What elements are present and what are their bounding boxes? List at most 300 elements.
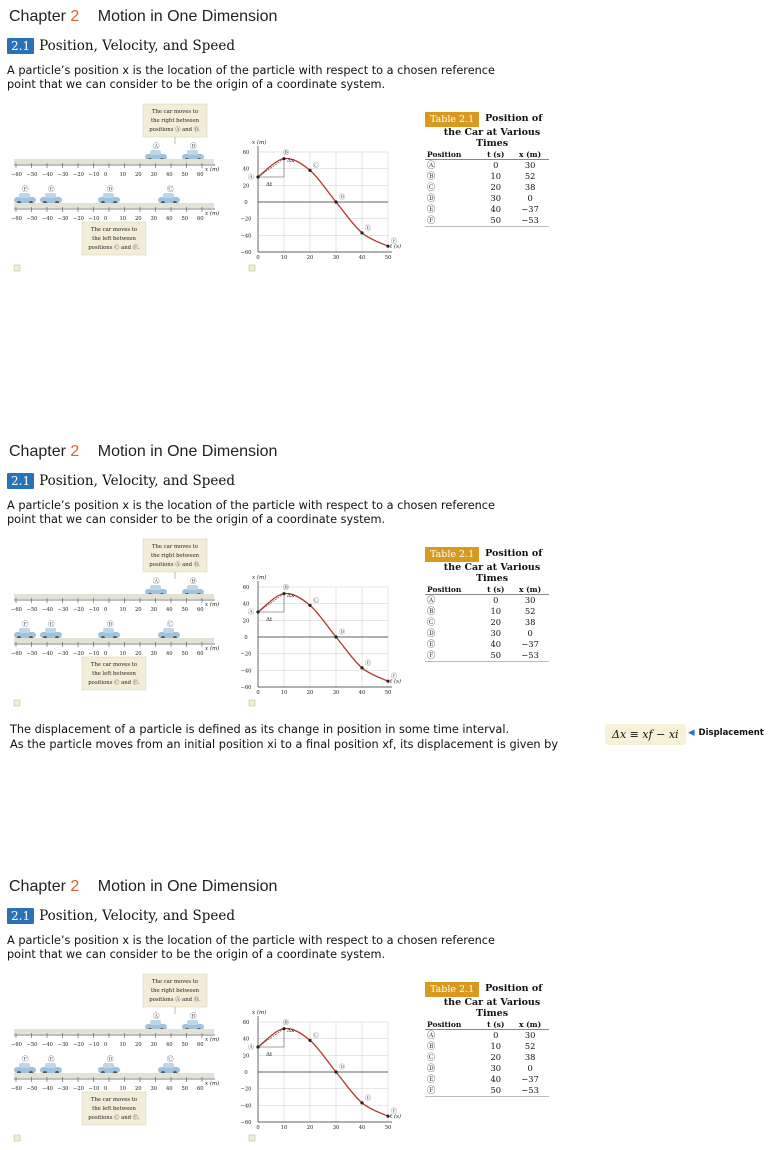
ruler-tick-label: −10	[88, 216, 100, 222]
car-roof	[19, 193, 30, 198]
label-A: Ⓐ	[153, 142, 160, 150]
road-strip	[14, 159, 214, 164]
table-row	[425, 171, 549, 182]
ruler-axis-label: x (m)	[205, 167, 220, 173]
y-tick-label: −20	[240, 651, 252, 658]
ruler-tick-label: 60	[197, 607, 204, 613]
table-cell: Ⓔ	[427, 204, 436, 214]
table-row	[425, 1074, 549, 1085]
table-cell: Ⓓ	[427, 1063, 436, 1073]
data-point	[386, 1115, 389, 1118]
ruler-axis-label: x (m)	[205, 1037, 220, 1043]
label-C: Ⓒ	[167, 620, 174, 628]
table-cell: 0	[493, 1030, 499, 1040]
table-title-b: the Car at Various Times	[443, 997, 541, 1019]
ruler-tick-label: 0	[104, 172, 108, 178]
ruler-tick-label: 0	[104, 1086, 108, 1092]
x-tick-label: 20	[306, 255, 314, 261]
table-header-cell: x (m)	[511, 1020, 549, 1030]
point-label: Ⓓ	[339, 194, 346, 201]
y-tick-label: 60	[242, 150, 250, 156]
ruler-tick-label: −60	[11, 1042, 22, 1048]
label-B: Ⓑ	[190, 142, 197, 150]
ruler-tick-label: 10	[119, 1086, 127, 1092]
intro-line-2: point that we can consider to be the origin of a coordinate system.	[7, 948, 386, 961]
note-line: the left between	[92, 671, 136, 677]
ruler-tick-label: −10	[88, 607, 100, 613]
data-point	[386, 245, 389, 248]
table-row	[425, 595, 549, 607]
ruler-tick-label: −60	[11, 216, 22, 222]
delta-t-label: Δt	[266, 182, 273, 188]
table-badge: Table 2.1	[425, 982, 479, 997]
y-tick-label: −40	[240, 1103, 252, 1110]
ruler-tick-label: −50	[26, 1042, 38, 1048]
delta-x-label: Δx	[287, 1027, 295, 1034]
intro-paragraph	[7, 499, 547, 527]
ruler-tick-label: 30	[150, 172, 158, 178]
ruler-tick-label: 30	[150, 651, 158, 657]
table-cell: 0	[493, 595, 499, 605]
secant-line	[258, 1029, 284, 1047]
road-strip	[14, 1073, 214, 1078]
x-tick-label: 30	[332, 255, 340, 261]
table-header-cell: Position	[425, 1020, 480, 1030]
y-axis-label: x (m)	[252, 575, 267, 581]
intro-line-2: point that we can consider to be the origin of a coordinate system.	[7, 513, 386, 526]
x-axis-label: t (s)	[390, 244, 402, 250]
displacement-equation: Δx ≡ xf − xi	[605, 724, 686, 745]
chapter-number: 2	[70, 443, 80, 460]
label-B: Ⓑ	[190, 1012, 197, 1020]
car-roof	[45, 1063, 56, 1068]
point-label: Ⓒ	[313, 1032, 320, 1040]
chapter-label: Chapter	[9, 878, 66, 895]
y-tick-label: −40	[240, 668, 252, 675]
table-cell: Ⓑ	[427, 171, 436, 181]
x-tick-label: 40	[358, 1125, 366, 1131]
ruler-tick-label: 40	[166, 1042, 173, 1048]
delta-x-label: Δx	[287, 157, 295, 164]
displacement-line-1: The displacement of a particle is defined as its change in position in some time interval.	[10, 723, 510, 736]
ruler-tick-label: −50	[26, 1086, 38, 1092]
point-label: Ⓑ	[283, 1019, 290, 1027]
ruler-tick-label: 50	[181, 607, 189, 613]
x-tick-label: 10	[280, 255, 288, 261]
table-header-row	[425, 150, 549, 160]
table-header-cell: Position	[425, 585, 480, 595]
y-tick-label: −60	[240, 1120, 252, 1126]
point-label: Ⓒ	[313, 597, 320, 605]
table-cell: 38	[524, 1052, 536, 1062]
table-row	[425, 628, 549, 639]
ruler-tick-label: 60	[197, 216, 204, 222]
point-label: Ⓐ	[248, 1044, 255, 1051]
ruler-tick-label: 30	[150, 607, 158, 613]
label-F: Ⓕ	[22, 620, 29, 628]
table-cell: 20	[490, 182, 502, 192]
section-heading	[7, 908, 235, 924]
ruler-tick-label: 0	[104, 216, 108, 222]
displacement-text	[10, 722, 610, 752]
note-line: positions Ⓐ and Ⓑ.	[149, 997, 201, 1003]
figure-marker	[14, 1135, 20, 1141]
table-header-cell: t (s)	[480, 585, 511, 595]
table-badge: Table 2.1	[425, 547, 479, 562]
ruler-axis-label: x (m)	[205, 602, 220, 608]
chapter-number: 2	[70, 8, 80, 25]
table-body	[425, 1030, 549, 1097]
y-tick-label: 0	[244, 200, 248, 206]
label-C: Ⓒ	[167, 1055, 174, 1063]
label-E: Ⓔ	[48, 185, 55, 193]
table-cell: −53	[511, 215, 549, 227]
ruler-tick-label: 60	[197, 1086, 204, 1092]
point-label: Ⓒ	[313, 162, 320, 170]
chapter-title: Motion in One Dimension	[97, 443, 278, 460]
slide-1	[0, 0, 768, 330]
ruler-axis-label: x (m)	[205, 646, 220, 652]
table-title-b: the Car at Various Times	[443, 562, 541, 584]
chapter-title: Motion in One Dimension	[97, 878, 278, 895]
note-line: The car moves to	[90, 1097, 138, 1103]
table-cell: Ⓒ	[427, 617, 436, 627]
table-cell: Ⓐ	[427, 1030, 436, 1040]
table-cell: −53	[511, 650, 549, 662]
car-roof	[103, 1063, 114, 1068]
table-cell: 40	[490, 204, 502, 214]
note-line: positions Ⓒ and Ⓕ.	[88, 680, 140, 686]
intro-line-1: A particle’s position x is the location of the particle with respect to a chosen reference	[7, 934, 495, 947]
ruler-tick-label: 40	[166, 172, 173, 178]
table-title-a: Position of	[485, 548, 543, 559]
y-tick-label: −60	[240, 685, 252, 691]
x-axis-label: t (s)	[390, 1114, 402, 1120]
ruler-tick-label: 10	[119, 172, 127, 178]
table-title-a: Position of	[485, 113, 543, 124]
point-label: Ⓔ	[365, 224, 372, 232]
ruler-tick-label: 60	[197, 651, 204, 657]
y-tick-label: 40	[242, 1036, 250, 1043]
ruler-tick-label: −30	[57, 607, 69, 613]
table-cell: −37	[521, 1074, 539, 1084]
note-line: The car moves to	[151, 544, 199, 550]
ruler-tick-label: 20	[135, 1042, 142, 1048]
table-cell: Ⓔ	[427, 1074, 436, 1084]
ruler-tick-label: 20	[135, 172, 142, 178]
note-right-move	[143, 539, 207, 572]
displacement-line-2: As the particle moves from an initial position xi to a final position xf, its displacement is given by	[10, 738, 559, 751]
x-tick-label: 40	[358, 690, 366, 696]
table-header-cell: t (s)	[480, 1020, 511, 1030]
y-tick-label: 60	[242, 585, 250, 591]
intro-paragraph	[7, 934, 547, 962]
table-cell: 52	[524, 1041, 536, 1051]
table-cell: Ⓕ	[425, 650, 480, 662]
ruler-tick-label: −40	[42, 1086, 53, 1092]
label-E: Ⓔ	[48, 620, 55, 628]
x-tick-label: 0	[256, 1125, 260, 1131]
data-point	[360, 231, 363, 234]
chapter-label: Chapter	[9, 443, 66, 460]
figure-marker	[14, 265, 20, 271]
data-point	[334, 1070, 337, 1073]
note-right-move	[143, 974, 207, 1007]
table-header-row	[425, 1020, 549, 1030]
note-line: positions Ⓒ and Ⓕ.	[88, 245, 140, 251]
table-row	[425, 617, 549, 628]
y-tick-label: −60	[240, 250, 252, 256]
ruler-tick-label: −30	[57, 216, 69, 222]
data-point	[334, 200, 337, 203]
ruler-tick-label: 10	[119, 607, 127, 613]
road-strip	[14, 203, 214, 208]
table-cell: 52	[524, 171, 536, 181]
section-title: Position, Velocity, and Speed	[39, 473, 236, 489]
table-2-1	[425, 547, 551, 662]
slide-2	[0, 435, 768, 765]
slide-3	[0, 870, 768, 1131]
ruler-tick-label: −50	[26, 172, 38, 178]
table-cell: 40	[490, 639, 502, 649]
ruler-tick-label: 0	[104, 651, 108, 657]
table-row	[425, 215, 549, 227]
delta-t-label: Δt	[266, 1052, 273, 1058]
note-left-move	[82, 1092, 146, 1125]
data-point	[282, 157, 285, 160]
ruler-tick-label: −10	[88, 651, 100, 657]
position-time-graph	[241, 574, 402, 696]
ruler-tick-label: −20	[73, 607, 84, 613]
table-cell: 30	[490, 628, 502, 638]
table-cell: Ⓒ	[427, 1052, 436, 1062]
ruler-tick-label: 50	[181, 172, 189, 178]
ruler-tick-label: 60	[197, 172, 204, 178]
label-D: Ⓓ	[107, 185, 114, 193]
table-cell: −53	[511, 1085, 549, 1097]
table-cell: 50	[480, 650, 511, 662]
ruler-tick-label: −50	[26, 651, 38, 657]
section-number-badge: 2.1	[7, 908, 34, 924]
table-badge: Table 2.1	[425, 112, 479, 127]
note-line: the right between	[150, 988, 200, 994]
y-axis-label: x (m)	[252, 140, 267, 146]
ruler-tick-label: −10	[88, 1086, 100, 1092]
table-row	[425, 1085, 549, 1097]
table-row	[425, 639, 549, 650]
figure-2-1	[0, 100, 420, 280]
table-2-1	[425, 112, 551, 227]
table-cell: 50	[480, 1085, 511, 1097]
x-tick-label: 20	[306, 1125, 314, 1131]
ruler-axis-label: x (m)	[205, 1081, 220, 1087]
position-time-graph	[241, 139, 402, 261]
data-point	[308, 1039, 311, 1042]
y-tick-label: −40	[240, 233, 252, 240]
ruler-tick-label: −20	[73, 651, 84, 657]
ruler-tick-label: −60	[11, 172, 22, 178]
ruler-tick-label: −20	[73, 1086, 84, 1092]
intro-line-1: A particle’s position x is the location of the particle with respect to a chosen reference	[7, 64, 495, 77]
x-tick-label: 0	[256, 255, 260, 261]
chapter-number: 2	[70, 878, 80, 895]
delta-t-label: Δt	[266, 617, 273, 623]
table-cell: Ⓕ	[425, 1085, 480, 1097]
point-label: Ⓓ	[339, 629, 346, 636]
label-D: Ⓓ	[107, 1055, 114, 1063]
ruler-tick-label: −20	[73, 172, 84, 178]
displacement-label-text: Displacement	[698, 728, 764, 738]
table-header-cell: x (m)	[511, 150, 549, 160]
point-label: Ⓐ	[248, 609, 255, 616]
note-line: The car moves to	[90, 662, 138, 668]
point-label: Ⓐ	[248, 174, 255, 181]
data-point	[308, 169, 311, 172]
intro-line-2: point that we can consider to be the origin of a coordinate system.	[7, 78, 386, 91]
car-roof	[150, 585, 161, 590]
note-line: positions Ⓐ and Ⓑ.	[149, 562, 201, 568]
table-cell: −37	[521, 204, 539, 214]
note-line: positions Ⓒ and Ⓕ.	[88, 1115, 140, 1121]
label-B: Ⓑ	[190, 577, 197, 585]
point-label: Ⓕ	[391, 673, 398, 681]
ruler-tick-label: 50	[181, 651, 189, 657]
car-roof	[19, 628, 30, 633]
y-tick-label: 20	[242, 183, 250, 190]
ruler-tick-label: −60	[11, 1086, 22, 1092]
position-table	[425, 585, 549, 662]
ruler-tick-label: 0	[104, 607, 108, 613]
figure-marker	[249, 700, 255, 706]
data-point	[360, 666, 363, 669]
x-tick-label: 30	[332, 690, 340, 696]
y-tick-label: 40	[242, 166, 250, 173]
ruler-tick-label: 50	[181, 216, 189, 222]
figure-2-1	[0, 970, 420, 1150]
point-label: Ⓕ	[391, 1108, 398, 1116]
table-cell: 30	[490, 1063, 502, 1073]
ruler-tick-label: −20	[73, 216, 84, 222]
table-header-cell: x (m)	[511, 585, 549, 595]
y-tick-label: 40	[242, 601, 250, 608]
y-tick-label: 0	[244, 1070, 248, 1076]
table-cell: Ⓓ	[427, 628, 436, 638]
data-point	[256, 610, 259, 613]
table-cell: 30	[524, 595, 536, 605]
x-axis-label: t (s)	[390, 679, 402, 685]
delta-x-label: Δx	[287, 592, 295, 599]
section-number-badge: 2.1	[7, 38, 34, 54]
car-roof	[163, 628, 174, 633]
car-roof	[150, 150, 161, 155]
table-header-cell: Position	[425, 150, 480, 160]
note-line: the left between	[92, 236, 136, 242]
label-E: Ⓔ	[48, 1055, 55, 1063]
car-roof	[187, 585, 198, 590]
label-F: Ⓕ	[22, 185, 29, 193]
y-tick-label: 60	[242, 1020, 250, 1026]
table-cell: Ⓐ	[427, 160, 436, 170]
ruler-tick-label: −30	[57, 172, 69, 178]
note-left-move	[82, 222, 146, 255]
ruler-tick-label: 30	[150, 216, 158, 222]
ruler-tick-label: −40	[42, 651, 53, 657]
table-row	[425, 204, 549, 215]
ruler-tick-label: 20	[135, 607, 142, 613]
ruler-tick-label: −10	[88, 172, 100, 178]
ruler-tick-label: −30	[57, 1042, 69, 1048]
ruler-tick-label: −30	[57, 651, 69, 657]
ruler-tick-label: 20	[135, 651, 142, 657]
x-tick-label: 10	[280, 690, 288, 696]
ruler-tick-label: 40	[166, 1086, 173, 1092]
table-cell: 52	[524, 606, 536, 616]
ruler-tick-label: 50	[181, 1086, 189, 1092]
car-roof	[163, 1063, 174, 1068]
x-tick-label: 50	[384, 690, 392, 696]
table-cell: 10	[490, 171, 502, 181]
ruler-tick-label: −40	[42, 172, 53, 178]
secant-line	[258, 594, 284, 612]
figure-marker	[249, 1135, 255, 1141]
section-title: Position, Velocity, and Speed	[39, 38, 236, 54]
point-label: Ⓑ	[283, 149, 290, 157]
ruler-tick-label: 0	[104, 1042, 108, 1048]
ruler-tick-label: −20	[73, 1042, 84, 1048]
x-tick-label: 40	[358, 255, 366, 261]
intro-paragraph	[7, 64, 547, 92]
position-table	[425, 150, 549, 227]
note-line: The car moves to	[151, 109, 199, 115]
displacement-margin-label	[688, 728, 764, 738]
label-A: Ⓐ	[153, 1012, 160, 1020]
label-A: Ⓐ	[153, 577, 160, 585]
chapter-heading	[9, 443, 277, 461]
ruler-tick-label: 20	[135, 1086, 142, 1092]
arrow-left-icon: ◀	[688, 728, 695, 738]
table-cell: Ⓑ	[427, 606, 436, 616]
table-row	[425, 1052, 549, 1063]
note-line: The car moves to	[151, 979, 199, 985]
table-row	[425, 160, 549, 172]
table-2-1	[425, 982, 551, 1097]
intro-line-1: A particle’s position x is the location of the particle with respect to a chosen reference	[7, 499, 495, 512]
point-label: Ⓑ	[283, 584, 290, 592]
data-point	[308, 604, 311, 607]
car-roof	[45, 628, 56, 633]
chapter-title: Motion in One Dimension	[97, 8, 278, 25]
section-number-badge: 2.1	[7, 473, 34, 489]
note-line: the right between	[150, 553, 200, 559]
table-cell: −37	[521, 639, 539, 649]
data-point	[386, 680, 389, 683]
secant-line	[258, 159, 284, 177]
point-label: Ⓕ	[391, 238, 398, 246]
table-cell: 30	[524, 1030, 536, 1040]
table-row	[425, 606, 549, 617]
position-time-graph	[241, 1009, 402, 1131]
note-line: positions Ⓐ and Ⓑ.	[149, 127, 201, 133]
table-cell: 40	[490, 1074, 502, 1084]
x-tick-label: 0	[256, 690, 260, 696]
figure-marker	[249, 265, 255, 271]
table-title-a: Position of	[485, 983, 543, 994]
ruler-tick-label: 40	[166, 607, 173, 613]
note-line: the left between	[92, 1106, 136, 1112]
ruler-tick-label: −10	[88, 1042, 100, 1048]
ruler-tick-label: 20	[135, 216, 142, 222]
road-strip	[14, 594, 214, 599]
